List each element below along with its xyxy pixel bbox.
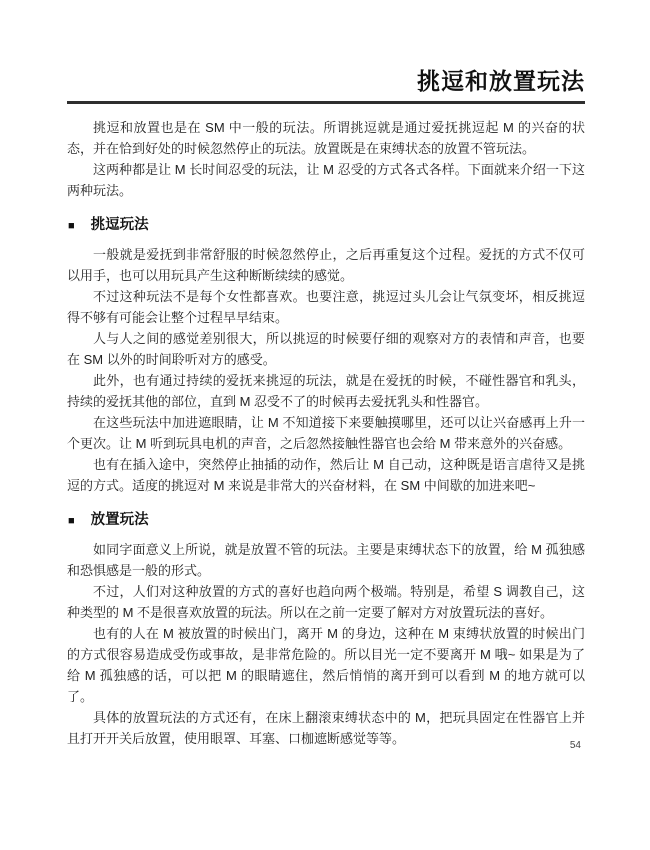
square-bullet-icon: ■: [68, 515, 75, 527]
teasing-paragraph-2: 不过这种玩法不是每个女性都喜欢。也要注意，挑逗过头儿会让气氛变坏，相反挑逗得不够有可能会让整个过程早早结束。: [67, 289, 585, 325]
leaving-paragraph-2: 不过，人们对这种放置的方式的喜好也趋向两个极端。特别是，希望 S 调教自己，这种类型的 M 不是很喜欢放置的玩法。所以在之前一定要了解对方对放置玩法的喜好。: [67, 584, 585, 620]
intro-paragraph-2: 这两种都是让 M 长时间忍受的玩法，让 M 忍受的方式各式各样。下面就来介绍一下这两种玩法。: [67, 162, 585, 198]
section-heading-teasing-label: 挑逗玩法: [90, 217, 149, 233]
leaving-paragraph-1: 如同字面意义上所说，就是放置不管的玩法。主要是束缚状态下的放置，给 M 孤独感和恐惧感是一般的形式。: [67, 542, 585, 578]
square-bullet-icon: ■: [68, 220, 75, 232]
page-number: 54: [569, 740, 581, 751]
teasing-paragraph-3: 人与人之间的感觉差别很大，所以挑逗的时候要仔细的观察对方的表情和声音，也要在 SM 以外的时间聆听对方的感受。: [67, 331, 585, 367]
teasing-paragraph-4: 此外，也有通过持续的爱抚来挑逗的玩法，就是在爱抚的时候，不碰性器官和乳头，持续的爱抚其他的部位，直到 M 忍受不了的时候再去爱抚乳头和性器官。: [67, 373, 585, 409]
teasing-paragraph-5: 在这些玩法中加进遮眼睛，让 M 不知道接下来要触摸哪里，还可以让兴奋感再上升一个更次。让 M 听到玩具电机的声音，之后忽然接触性器官也会给 M 带来意外的兴奋感。: [67, 415, 585, 451]
section-heading-leaving-label: 放置玩法: [90, 512, 149, 528]
leaving-paragraph-4: 具体的放置玩法的方式还有，在床上翻滚束缚状态中的 M，把玩具固定在性器官上并且打开开关后放置，使用眼罩、耳塞、口枷遮断感觉等等。: [67, 710, 585, 746]
teasing-paragraph-1: 一般就是爱抚到非常舒服的时候忽然停止，之后再重复这个过程。爱抚的方式不仅可以用手，也可以用玩具产生这种断断续续的感觉。: [67, 247, 585, 283]
title-rule: [67, 101, 585, 104]
section-heading-leaving: [68, 510, 585, 531]
intro-paragraph-1: 挑逗和放置也是在 SM 中一般的玩法。所谓挑逗就是通过爱抚挑逗起 M 的兴奋的状态，并在恰到好处的时候忽然停止的玩法。放置既是在束缚状态的放置不管玩法。: [67, 120, 585, 156]
section-heading-teasing: [68, 215, 585, 236]
page-title: 挑逗和放置玩法: [417, 68, 585, 94]
leaving-paragraph-3: 也有的人在 M 被放置的时候出门，离开 M 的身边，这种在 M 束缚状放置的时候出门的方式很容易造成受伤或事故，是非常危险的。所以目光一定不要离开 M 哦~ 如果是为了给 M 孤独感的话，可以把 M 的眼睛遮住，然后悄悄的离开到可以看到 M 的地方就可以了。: [67, 626, 585, 704]
document-body: [67, 117, 585, 749]
teasing-paragraph-6: 也有在插入途中，突然停止抽插的动作，然后让 M 自己动，这种既是语言虐待又是挑逗的方式。适度的挑逗对 M 来说是非常大的兴奋材料，在 SM 中间歇的加进来吧~: [67, 457, 585, 493]
